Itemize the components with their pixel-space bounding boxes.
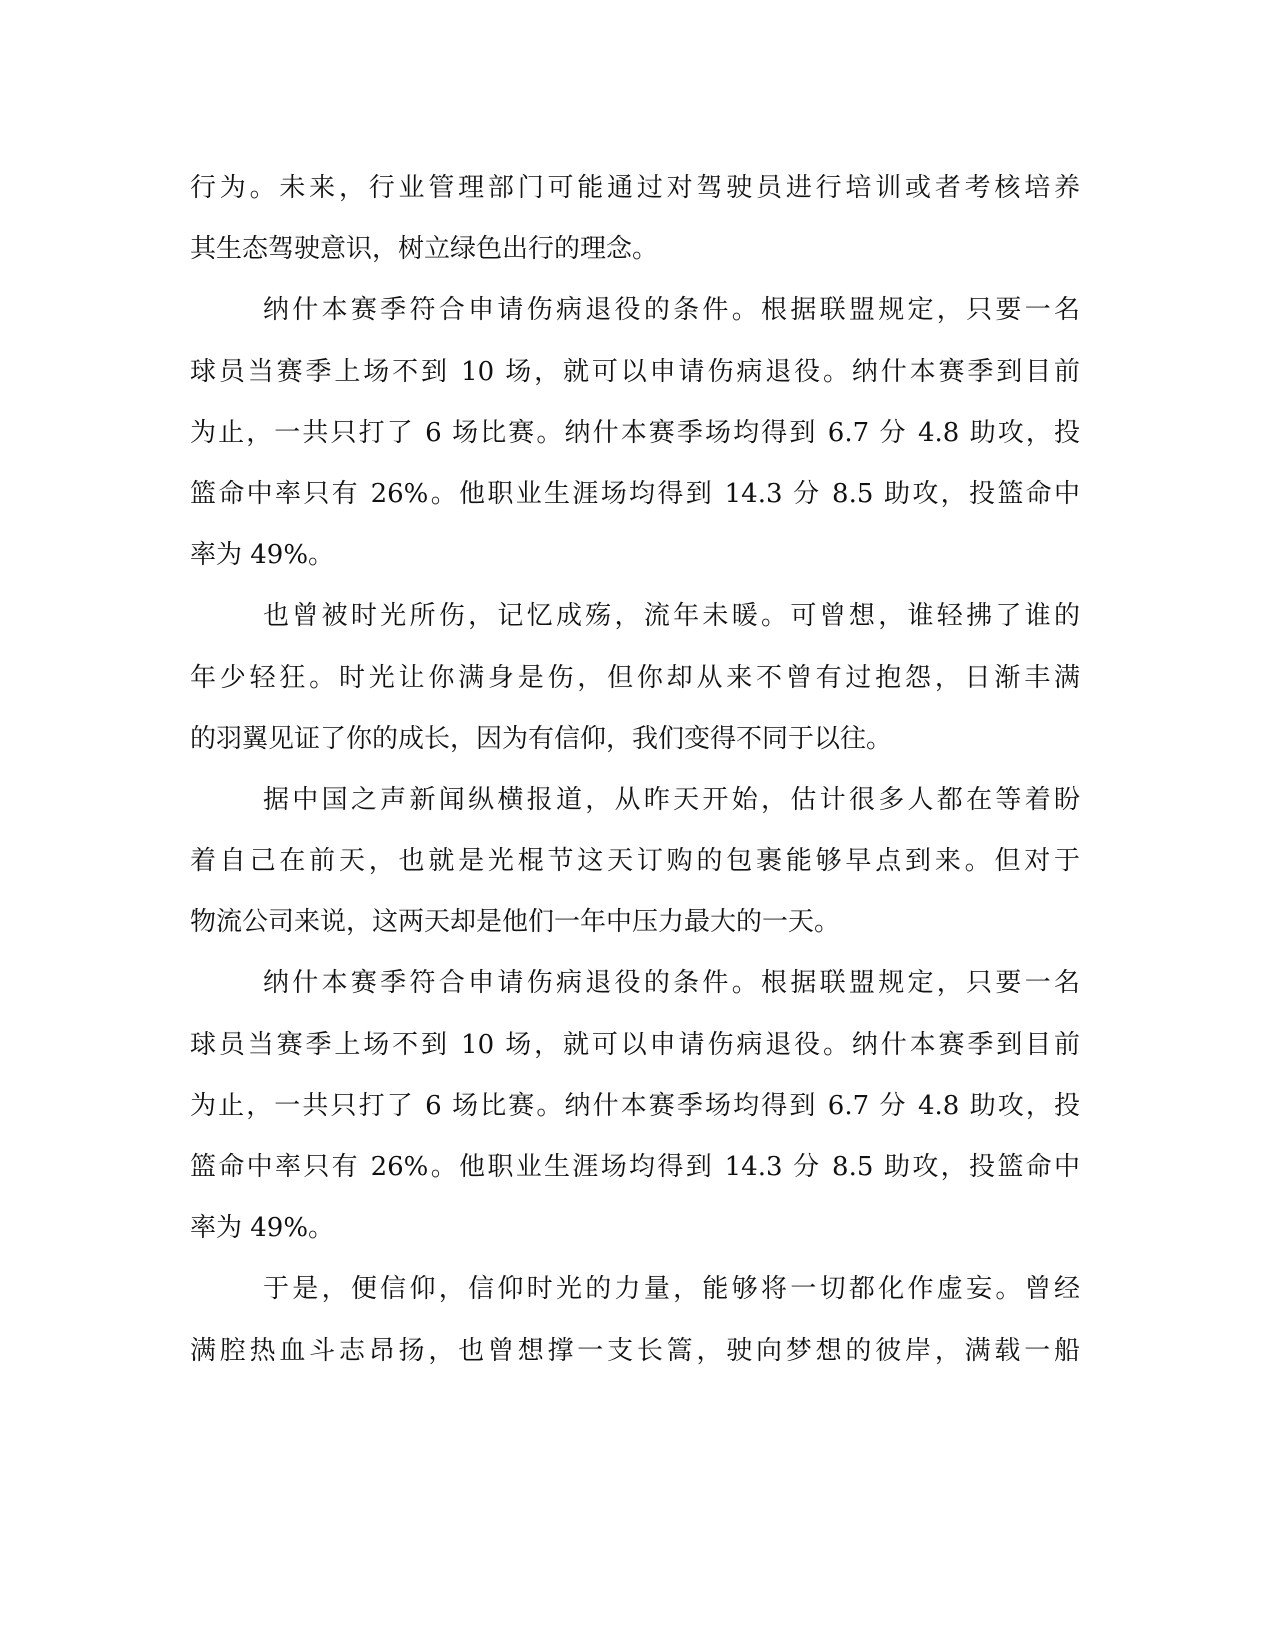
text-line: 篮命中率只有 26%。他职业生涯场均得到 14.3 分 8.5 助攻，投篮命中 xyxy=(190,478,1080,509)
text-line: 率为 49%。 xyxy=(190,1213,335,1244)
text-line: 篮命中率只有 26%。他职业生涯场均得到 14.3 分 8.5 助攻，投篮命中 xyxy=(190,1152,1080,1182)
text-line: 满腔热血斗志昂扬，也曾想撑一支长篙，驶向梦想的彼岸，满载一船 xyxy=(190,1335,1080,1366)
text-line: 球员当赛季上场不到 10 场，就可以申请伤病退役。纳什本赛季到目前 xyxy=(190,1029,1080,1060)
text-line: 为止，一共只打了 6 场比赛。纳什本赛季场均得到 6.7 分 4.8 助攻，投 xyxy=(190,417,1080,448)
document-body xyxy=(190,158,1080,1382)
text-line: 行为。未来，行业管理部门可能通过对驾驶员进行培训或者考核培养 xyxy=(190,173,1080,203)
text-line: 纳什本赛季符合申请伤病退役的条件。根据联盟规定，只要一名 xyxy=(263,295,1080,326)
text-line: 纳什本赛季符合申请伤病退役的条件。根据联盟规定，只要一名 xyxy=(263,968,1080,999)
text-line: 据中国之声新闻纵横报道，从昨天开始，估计很多人都在等着盼 xyxy=(263,784,1080,815)
text-line: 率为 49%。 xyxy=(190,540,335,571)
text-line: 球员当赛季上场不到 10 场，就可以申请伤病退役。纳什本赛季到目前 xyxy=(190,356,1080,387)
text-line: 也曾被时光所伤，记忆成殇，流年未暖。可曾想，谁轻拂了谁的 xyxy=(263,601,1080,632)
text-line: 其生态驾驶意识，树立绿色出行的理念。 xyxy=(190,234,659,265)
text-line: 于是，便信仰，信仰时光的力量，能够将一切都化作虚妄。曾经 xyxy=(263,1274,1080,1305)
text-line: 物流公司来说，这两天却是他们一年中压力最大的一天。 xyxy=(190,907,841,938)
text-line: 为止，一共只打了 6 场比赛。纳什本赛季场均得到 6.7 分 4.8 助攻，投 xyxy=(190,1090,1080,1121)
text-line: 着自己在前天，也就是光棍节这天订购的包裹能够早点到来。但对于 xyxy=(190,846,1080,877)
text-line: 的羽翼见证了你的成长，因为有信仰，我们变得不同于以往。 xyxy=(190,723,893,754)
text-line: 年少轻狂。时光让你满身是伤，但你却从来不曾有过抱怨，日渐丰满 xyxy=(190,662,1080,693)
